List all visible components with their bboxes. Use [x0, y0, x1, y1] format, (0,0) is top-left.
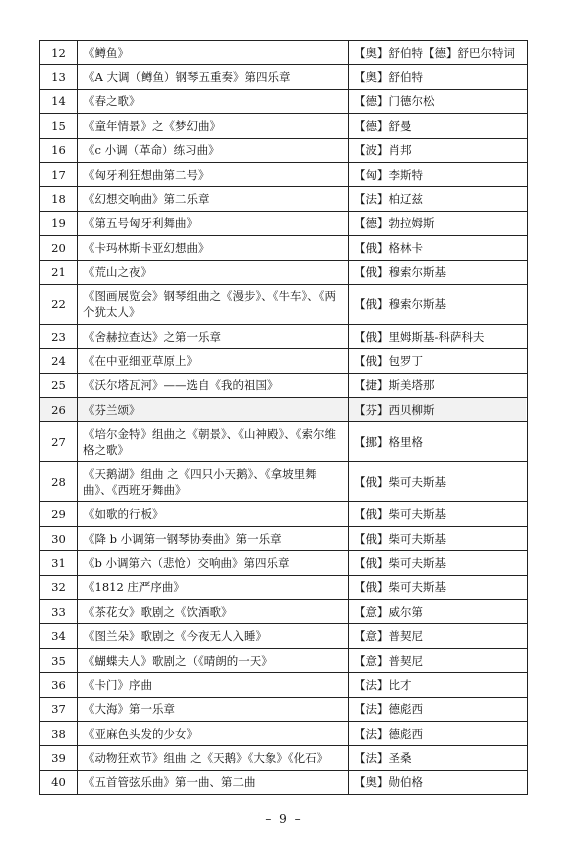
table-row: [40, 462, 528, 502]
row-number: 22: [40, 284, 78, 324]
work-title: 《茶花女》歌剧之《饮酒歌》: [78, 600, 349, 624]
table-row: [40, 624, 528, 648]
composer: 【法】德彪西: [349, 721, 528, 745]
table-row: [40, 373, 528, 397]
row-number: 36: [40, 673, 78, 697]
work-title: 《b 小调第六（悲怆）交响曲》第四乐章: [78, 551, 349, 575]
composer: 【奥】舒伯特【德】舒巴尔特词: [349, 41, 528, 65]
row-number: 14: [40, 89, 78, 113]
work-title: 《蝴蝶夫人》歌剧之（《晴朗的一天》: [78, 648, 349, 672]
work-title: 《降 b 小调第一钢琴协奏曲》第一乐章: [78, 526, 349, 550]
composer: 【意】普契尼: [349, 648, 528, 672]
row-number: 18: [40, 187, 78, 211]
work-title: 《第五号匈牙利舞曲》: [78, 211, 349, 235]
work-title: 《匈牙利狂想曲第二号》: [78, 162, 349, 186]
work-title: 《培尔金特》组曲之《朝景》、《山神殿》、《索尔维格之歌》: [78, 422, 349, 462]
row-number: 38: [40, 721, 78, 745]
table-row: [40, 721, 528, 745]
page-number: – 9 –: [265, 812, 303, 826]
row-number: 29: [40, 502, 78, 526]
work-title: 《幻想交响曲》第二乐章: [78, 187, 349, 211]
composer: 【捷】斯美塔那: [349, 373, 528, 397]
composer: 【俄】柴可夫斯基: [349, 502, 528, 526]
table-row: [40, 41, 528, 65]
row-number: 39: [40, 746, 78, 770]
row-number: 25: [40, 373, 78, 397]
table-row: [40, 138, 528, 162]
row-number: 26: [40, 398, 78, 422]
row-number: 15: [40, 114, 78, 138]
composer: 【俄】柴可夫斯基: [349, 462, 528, 502]
composer: 【匈】李斯特: [349, 162, 528, 186]
work-title: 《舍赫拉查达》之第一乐章: [78, 324, 349, 348]
work-title: 《五首管弦乐曲》第一曲、第二曲: [78, 770, 349, 794]
work-title: 《图画展览会》钢琴组曲之《漫步》、《牛车》、《两个犹太人》: [78, 284, 349, 324]
row-number: 37: [40, 697, 78, 721]
composer: 【波】肖邦: [349, 138, 528, 162]
work-title: 《芬兰颂》: [78, 398, 349, 422]
table-row: [40, 349, 528, 373]
work-title: 《亚麻色头发的少女》: [78, 721, 349, 745]
composer: 【德】门德尔松: [349, 89, 528, 113]
table-row: [40, 236, 528, 260]
work-title: 《1812 庄严序曲》: [78, 575, 349, 599]
composer: 【俄】包罗丁: [349, 349, 528, 373]
row-number: 40: [40, 770, 78, 794]
table-row: [40, 770, 528, 794]
row-number: 17: [40, 162, 78, 186]
table-row: [40, 211, 528, 235]
row-number: 33: [40, 600, 78, 624]
table-row: [40, 284, 528, 324]
composer: 【德】舒曼: [349, 114, 528, 138]
composer: 【俄】穆索尔斯基: [349, 260, 528, 284]
composer: 【俄】格林卡: [349, 236, 528, 260]
table-row: [40, 600, 528, 624]
music-works-table: [39, 40, 528, 795]
table-row: [40, 526, 528, 550]
composer: 【俄】柴可夫斯基: [349, 575, 528, 599]
table-row: [40, 398, 528, 422]
work-title: 《如歌的行板》: [78, 502, 349, 526]
table-row: [40, 89, 528, 113]
row-number: 16: [40, 138, 78, 162]
work-title: 《沃尔塔瓦河》——选自《我的祖国》: [78, 373, 349, 397]
row-number: 21: [40, 260, 78, 284]
composer: 【俄】柴可夫斯基: [349, 526, 528, 550]
work-title: 《春之歌》: [78, 89, 349, 113]
table-row: [40, 575, 528, 599]
composer: 【法】比才: [349, 673, 528, 697]
work-title: 《童年情景》之《梦幻曲》: [78, 114, 349, 138]
row-number: 30: [40, 526, 78, 550]
row-number: 34: [40, 624, 78, 648]
table-row: [40, 162, 528, 186]
work-title: 《动物狂欢节》组曲 之《天鹅》《大象》《化石》: [78, 746, 349, 770]
composer: 【俄】穆索尔斯基: [349, 284, 528, 324]
table-body: [40, 41, 528, 795]
row-number: 24: [40, 349, 78, 373]
row-number: 19: [40, 211, 78, 235]
work-title: 《在中亚细亚草原上》: [78, 349, 349, 373]
table-row: [40, 260, 528, 284]
composer: 【奥】勋伯格: [349, 770, 528, 794]
composer: 【德】勃拉姆斯: [349, 211, 528, 235]
table-row: [40, 648, 528, 672]
work-title: 《A 大调（鳟鱼）钢琴五重奏》第四乐章: [78, 65, 349, 89]
work-title: 《大海》第一乐章: [78, 697, 349, 721]
row-number: 27: [40, 422, 78, 462]
table-row: [40, 187, 528, 211]
work-title: 《鳟鱼》: [78, 41, 349, 65]
table-row: [40, 324, 528, 348]
composer: 【挪】格里格: [349, 422, 528, 462]
table-row: [40, 65, 528, 89]
composer: 【法】德彪西: [349, 697, 528, 721]
composer: 【意】普契尼: [349, 624, 528, 648]
work-title: 《天鹅湖》组曲 之《四只小天鹅》、《拿坡里舞曲》、《西班牙舞曲》: [78, 462, 349, 502]
table-row: [40, 114, 528, 138]
row-number: 12: [40, 41, 78, 65]
composer: 【法】柏辽兹: [349, 187, 528, 211]
table-row: [40, 697, 528, 721]
row-number: 20: [40, 236, 78, 260]
row-number: 23: [40, 324, 78, 348]
row-number: 32: [40, 575, 78, 599]
row-number: 13: [40, 65, 78, 89]
work-title: 《图兰朵》歌剧之《今夜无人入睡》: [78, 624, 349, 648]
table-row: [40, 551, 528, 575]
work-title: 《c 小调（革命）练习曲》: [78, 138, 349, 162]
composer: 【俄】里姆斯基-科萨科夫: [349, 324, 528, 348]
composer: 【俄】柴可夫斯基: [349, 551, 528, 575]
table-row: [40, 422, 528, 462]
table-row: [40, 673, 528, 697]
composer: 【芬】西贝柳斯: [349, 398, 528, 422]
composer: 【法】圣桑: [349, 746, 528, 770]
table-row: [40, 746, 528, 770]
work-title: 《卡玛林斯卡亚幻想曲》: [78, 236, 349, 260]
work-title: 《卡门》序曲: [78, 673, 349, 697]
row-number: 35: [40, 648, 78, 672]
composer: 【奥】舒伯特: [349, 65, 528, 89]
row-number: 28: [40, 462, 78, 502]
row-number: 31: [40, 551, 78, 575]
work-title: 《荒山之夜》: [78, 260, 349, 284]
composer: 【意】威尔第: [349, 600, 528, 624]
table-row: [40, 502, 528, 526]
